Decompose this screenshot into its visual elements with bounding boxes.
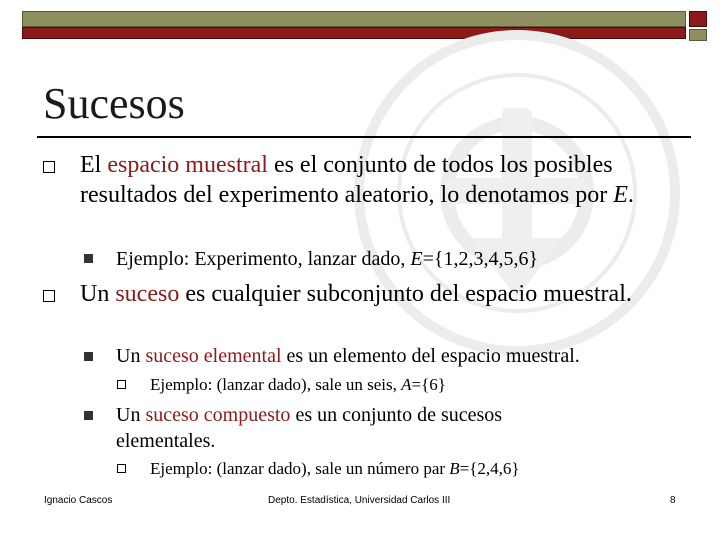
title-rule xyxy=(37,136,691,138)
term-espacio-muestral: espacio muestral xyxy=(107,152,268,178)
footer-department: Depto. Estadística, Universidad Carlos III xyxy=(268,495,451,506)
bullet-espacio-muestral: El espacio muestral es el conjunto de todos los posibles resultados del experimento aleatorio, lo denotamos por E. xyxy=(80,152,634,208)
corner-square-red xyxy=(689,11,707,27)
footer-author: Ignacio Cascos xyxy=(44,495,113,506)
term-suceso-compuesto: suceso compuesto xyxy=(145,404,291,426)
bullet-filled-square-icon xyxy=(84,411,93,420)
bullet-suceso-elemental: Un suceso elemental es un elemento del espacio muestral. xyxy=(116,345,580,367)
bullet-small-hollow-square-icon xyxy=(117,380,126,389)
top-bar-olive xyxy=(22,11,686,27)
example-espacio-muestral: Ejemplo: Experimento, lanzar dado, E={1,2,3,4,5,6} xyxy=(116,248,539,270)
example-suceso-elemental: Ejemplo: (lanzar dado), sale un seis, A={6} xyxy=(150,375,446,394)
term-suceso-elemental: suceso elemental xyxy=(145,345,282,367)
bullet-suceso: Un suceso es cualquier subconjunto del espacio muestral. xyxy=(80,281,632,307)
bullet-hollow-square-icon xyxy=(43,161,55,173)
bullet-hollow-square-icon xyxy=(43,290,55,302)
bullet-small-hollow-square-icon xyxy=(117,464,126,473)
bullet-suceso-compuesto: Un suceso compuesto es un conjunto de sucesos elementales. xyxy=(116,404,503,452)
footer-page-number: 8 xyxy=(670,495,676,506)
term-suceso: suceso xyxy=(115,281,180,307)
corner-square-olive xyxy=(689,29,707,41)
slide-title: Sucesos xyxy=(43,79,185,128)
example-suceso-compuesto: Ejemplo: (lanzar dado), sale un número par B={2,4,6} xyxy=(150,459,520,478)
bullet-filled-square-icon xyxy=(84,254,93,263)
bullet-filled-square-icon xyxy=(84,352,93,361)
